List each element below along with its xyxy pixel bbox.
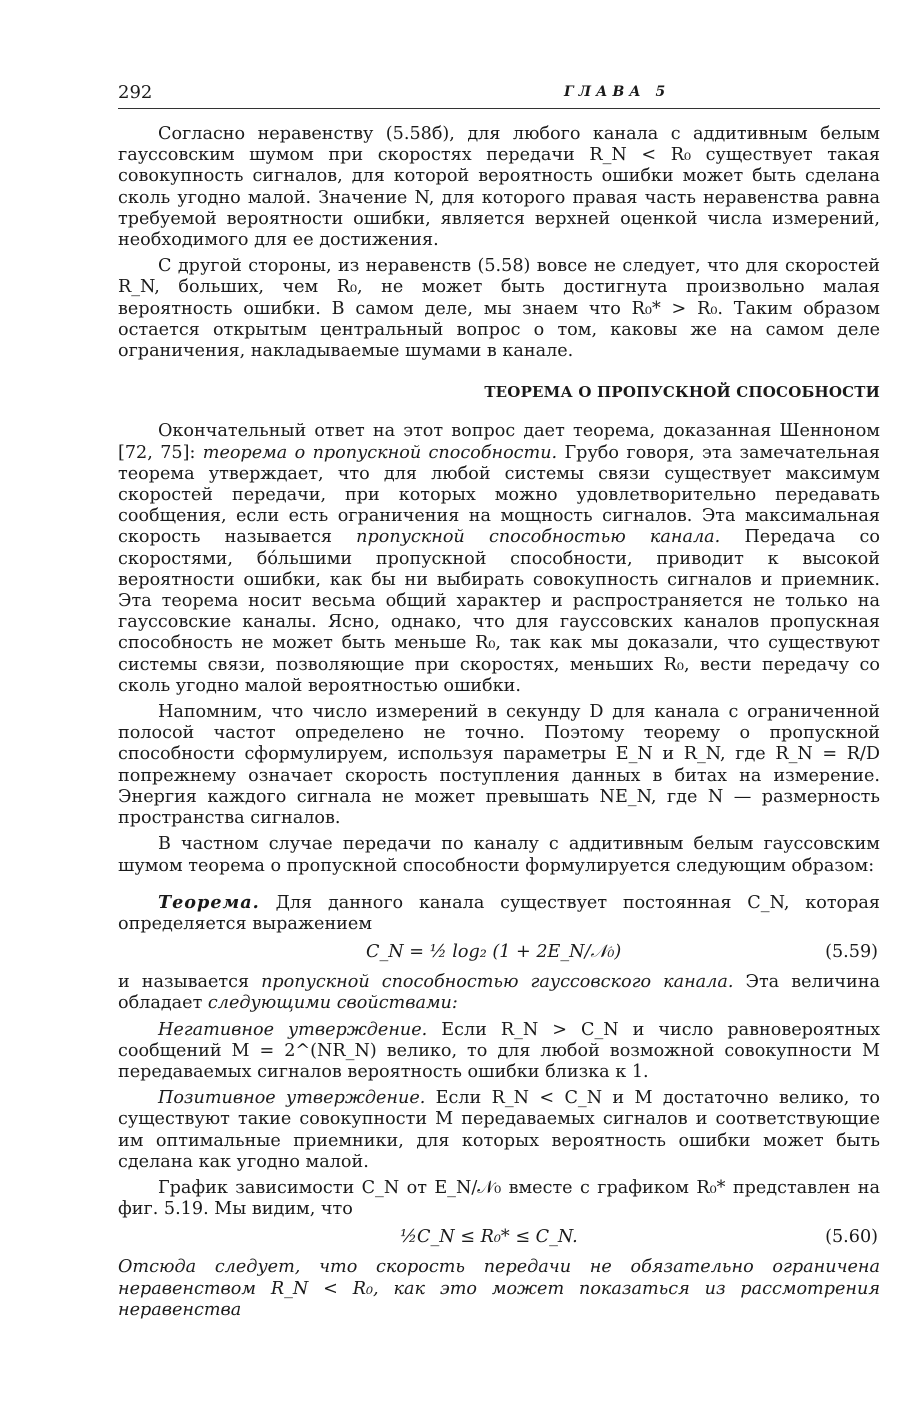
negative-statement-text: Если R_N > C_N и число равновероятных сообщений M = 2^(NR_N) велико, то для любой возможной совокупности M передаваемых сигналов вероятность ошибки близка к 1. xyxy=(118,1019,880,1082)
positive-statement-heading: Позитивное утверждение. xyxy=(158,1088,426,1109)
theorem-text: Для данного канала существует постоянная C_N, которая определяется выражением xyxy=(118,892,880,934)
page-number: 292 xyxy=(118,82,153,103)
page-header xyxy=(118,82,880,108)
term-channel-capacity: пропускной способностью канала. xyxy=(356,527,721,548)
paragraph-4: Напомним, что число измерений в секунду D для канала с ограниченной полосой частот определено не точно. Поэтому теорему о пропускной способности сформулируем, используя параметры E_N и R_N, где R_N = R/D попрежнему означает скорость поступления данных в битах на измерение. Энергия каждого сигнала не может превышать NE_N, где N — размерность пространства сигналов. xyxy=(118,702,880,829)
equation-5-59 xyxy=(118,940,880,966)
section-title: ТЕОРЕМА О ПРОПУСКНОЙ СПОСОБНОСТИ xyxy=(484,383,880,402)
paragraph-7: График зависимости C_N от E_N/𝒩₀ вместе с графиком R₀* представлен на фиг. 5.19. Мы видим, что xyxy=(118,1177,880,1220)
paragraph-6-part-b: Эта величина обладает xyxy=(118,972,880,1014)
header-rule xyxy=(118,108,880,109)
paragraph-1: Согласно неравенству (5.58б), для любого канала с аддитивным белым гауссовским шумом при скоростях передачи R_N < R₀ существует такая совокупность сигналов, для которой вероятность ошибки может быть сделана сколь угодно малой. Значение N, для которого правая часть неравенства равна требуемой вероятности ошибки, является верхней оценкой числа измерений, необходимого для ее достижения. xyxy=(118,124,880,251)
equation-number: (5.60) xyxy=(825,1227,878,1248)
equation-formula: ½C_N ≤ R₀* ≤ C_N. xyxy=(400,1227,578,1248)
equation-5-60 xyxy=(118,1225,880,1251)
paragraph-3-part-c: Передача со скоростями, бóльшими пропускной способности, приводит к высокой вероятности ошибки, как бы ни выбирать совокупность сигналов и приемник. Эта теорема носит весьма общий характер и распространяется не только на гауссовские каналы. Ясно, однако, что для гауссовских каналов пропускная способность не может быть меньше R₀, так как мы доказали, что существуют системы связи, позволяющие при скоростях, меньших R₀, вести передачу со сколь угодно малой вероятностью ошибки. xyxy=(118,527,880,696)
term-properties: следующими свойствами: xyxy=(207,993,458,1014)
paragraph-3 xyxy=(118,421,880,697)
term-capacity-theorem: теорема о пропускной способности. xyxy=(202,442,558,463)
positive-statement-text: Если R_N < C_N и M достаточно велико, то существуют такие совокупности M передаваемых сигналов и соответствующие им оптимальные приемники, для которых вероятность ошибки может быть сделана как угодно малой. xyxy=(118,1088,881,1172)
negative-statement-heading: Негативное утверждение. xyxy=(158,1019,428,1040)
paragraph-8: Отсюда следует, что скорость передачи не обязательно ограничена неравенством R_N < R₀, как это может показаться из рассмотрения неравенства xyxy=(118,1257,880,1320)
equation-formula: C_N = ½ log₂ (1 + 2E_N/𝒩₀) xyxy=(366,942,622,963)
paragraph-3-part-a: Окончательный ответ на этот вопрос дает теорема, доказанная Шенноном [72, 75]: xyxy=(118,421,880,463)
paragraph-6 xyxy=(118,972,880,1014)
positive-statement xyxy=(118,1088,880,1173)
negative-statement xyxy=(118,1020,880,1084)
paragraph-2: С другой стороны, из неравенств (5.58) вовсе не следует, что для скоростей R_N, больших, чем R₀, не может быть достигнута произвольно малая вероятность ошибки. В самом деле, мы знаем что R₀* > R₀. Таким образом остается открытым центральный вопрос о том, каковы же на самом деле ограничения, накладываемые шумами в канале. xyxy=(118,256,880,362)
equation-number: (5.59) xyxy=(825,942,878,963)
paragraph-5: В частном случае передачи по каналу с аддитивным белым гауссовским шумом теорема о пропускной способности формулируется следующим образом: xyxy=(118,834,880,876)
theorem-heading: Теорема. xyxy=(158,891,260,913)
chapter-title: ГЛАВА 5 xyxy=(564,84,671,100)
page-body xyxy=(118,124,880,1326)
paragraph-6-part-a: и называется xyxy=(118,972,262,993)
term-gaussian-capacity: пропускной способностью гауссовского канала. xyxy=(261,972,734,993)
paragraph-3-part-b: Грубо говоря, эта замечательная теорема утверждает, что для любой системы связи существует максимум скоростей передачи, при которых можно удовлетворительно передавать сообщения, если есть ограничения на мощность сигналов. Эта максимальная скорость называется xyxy=(118,442,880,548)
theorem xyxy=(118,892,880,935)
